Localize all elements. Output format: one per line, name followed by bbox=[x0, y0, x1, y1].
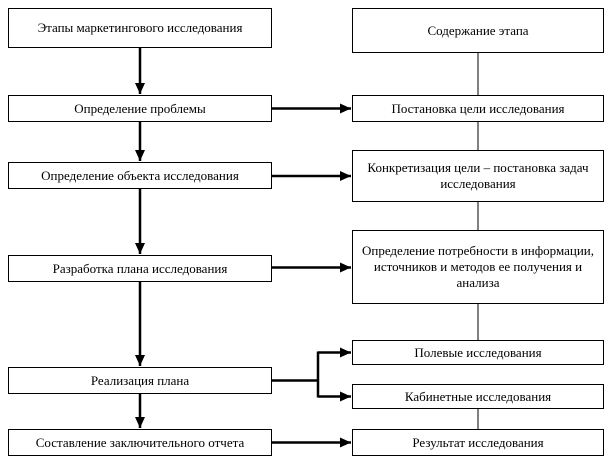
flow-box-object-definition: Определение объекта исследования bbox=[8, 162, 272, 189]
flow-box-information-needs: Определение потребности в информации, источников и методов ее получения и анализа bbox=[352, 230, 604, 304]
flow-box-goal-specification: Конкретизация цели – постановка задач исследования bbox=[352, 150, 604, 202]
flow-box-goal-setting: Постановка цели исследования bbox=[352, 95, 604, 122]
left-column-header: Этапы маркетингового исследования bbox=[8, 8, 272, 48]
flow-box-field-research: Полевые исследования bbox=[352, 340, 604, 365]
flow-box-research-result: Результат исследования bbox=[352, 429, 604, 456]
flow-box-plan-development: Разработка плана исследования bbox=[8, 255, 272, 282]
flow-box-plan-implementation: Реализация плана bbox=[8, 367, 272, 394]
flow-box-final-report: Составление заключительного отчета bbox=[8, 429, 272, 456]
flow-box-desk-research: Кабинетные исследования bbox=[352, 384, 604, 409]
flow-box-problem-definition: Определение проблемы bbox=[8, 95, 272, 122]
right-column-header: Содержание этапа bbox=[352, 8, 604, 53]
